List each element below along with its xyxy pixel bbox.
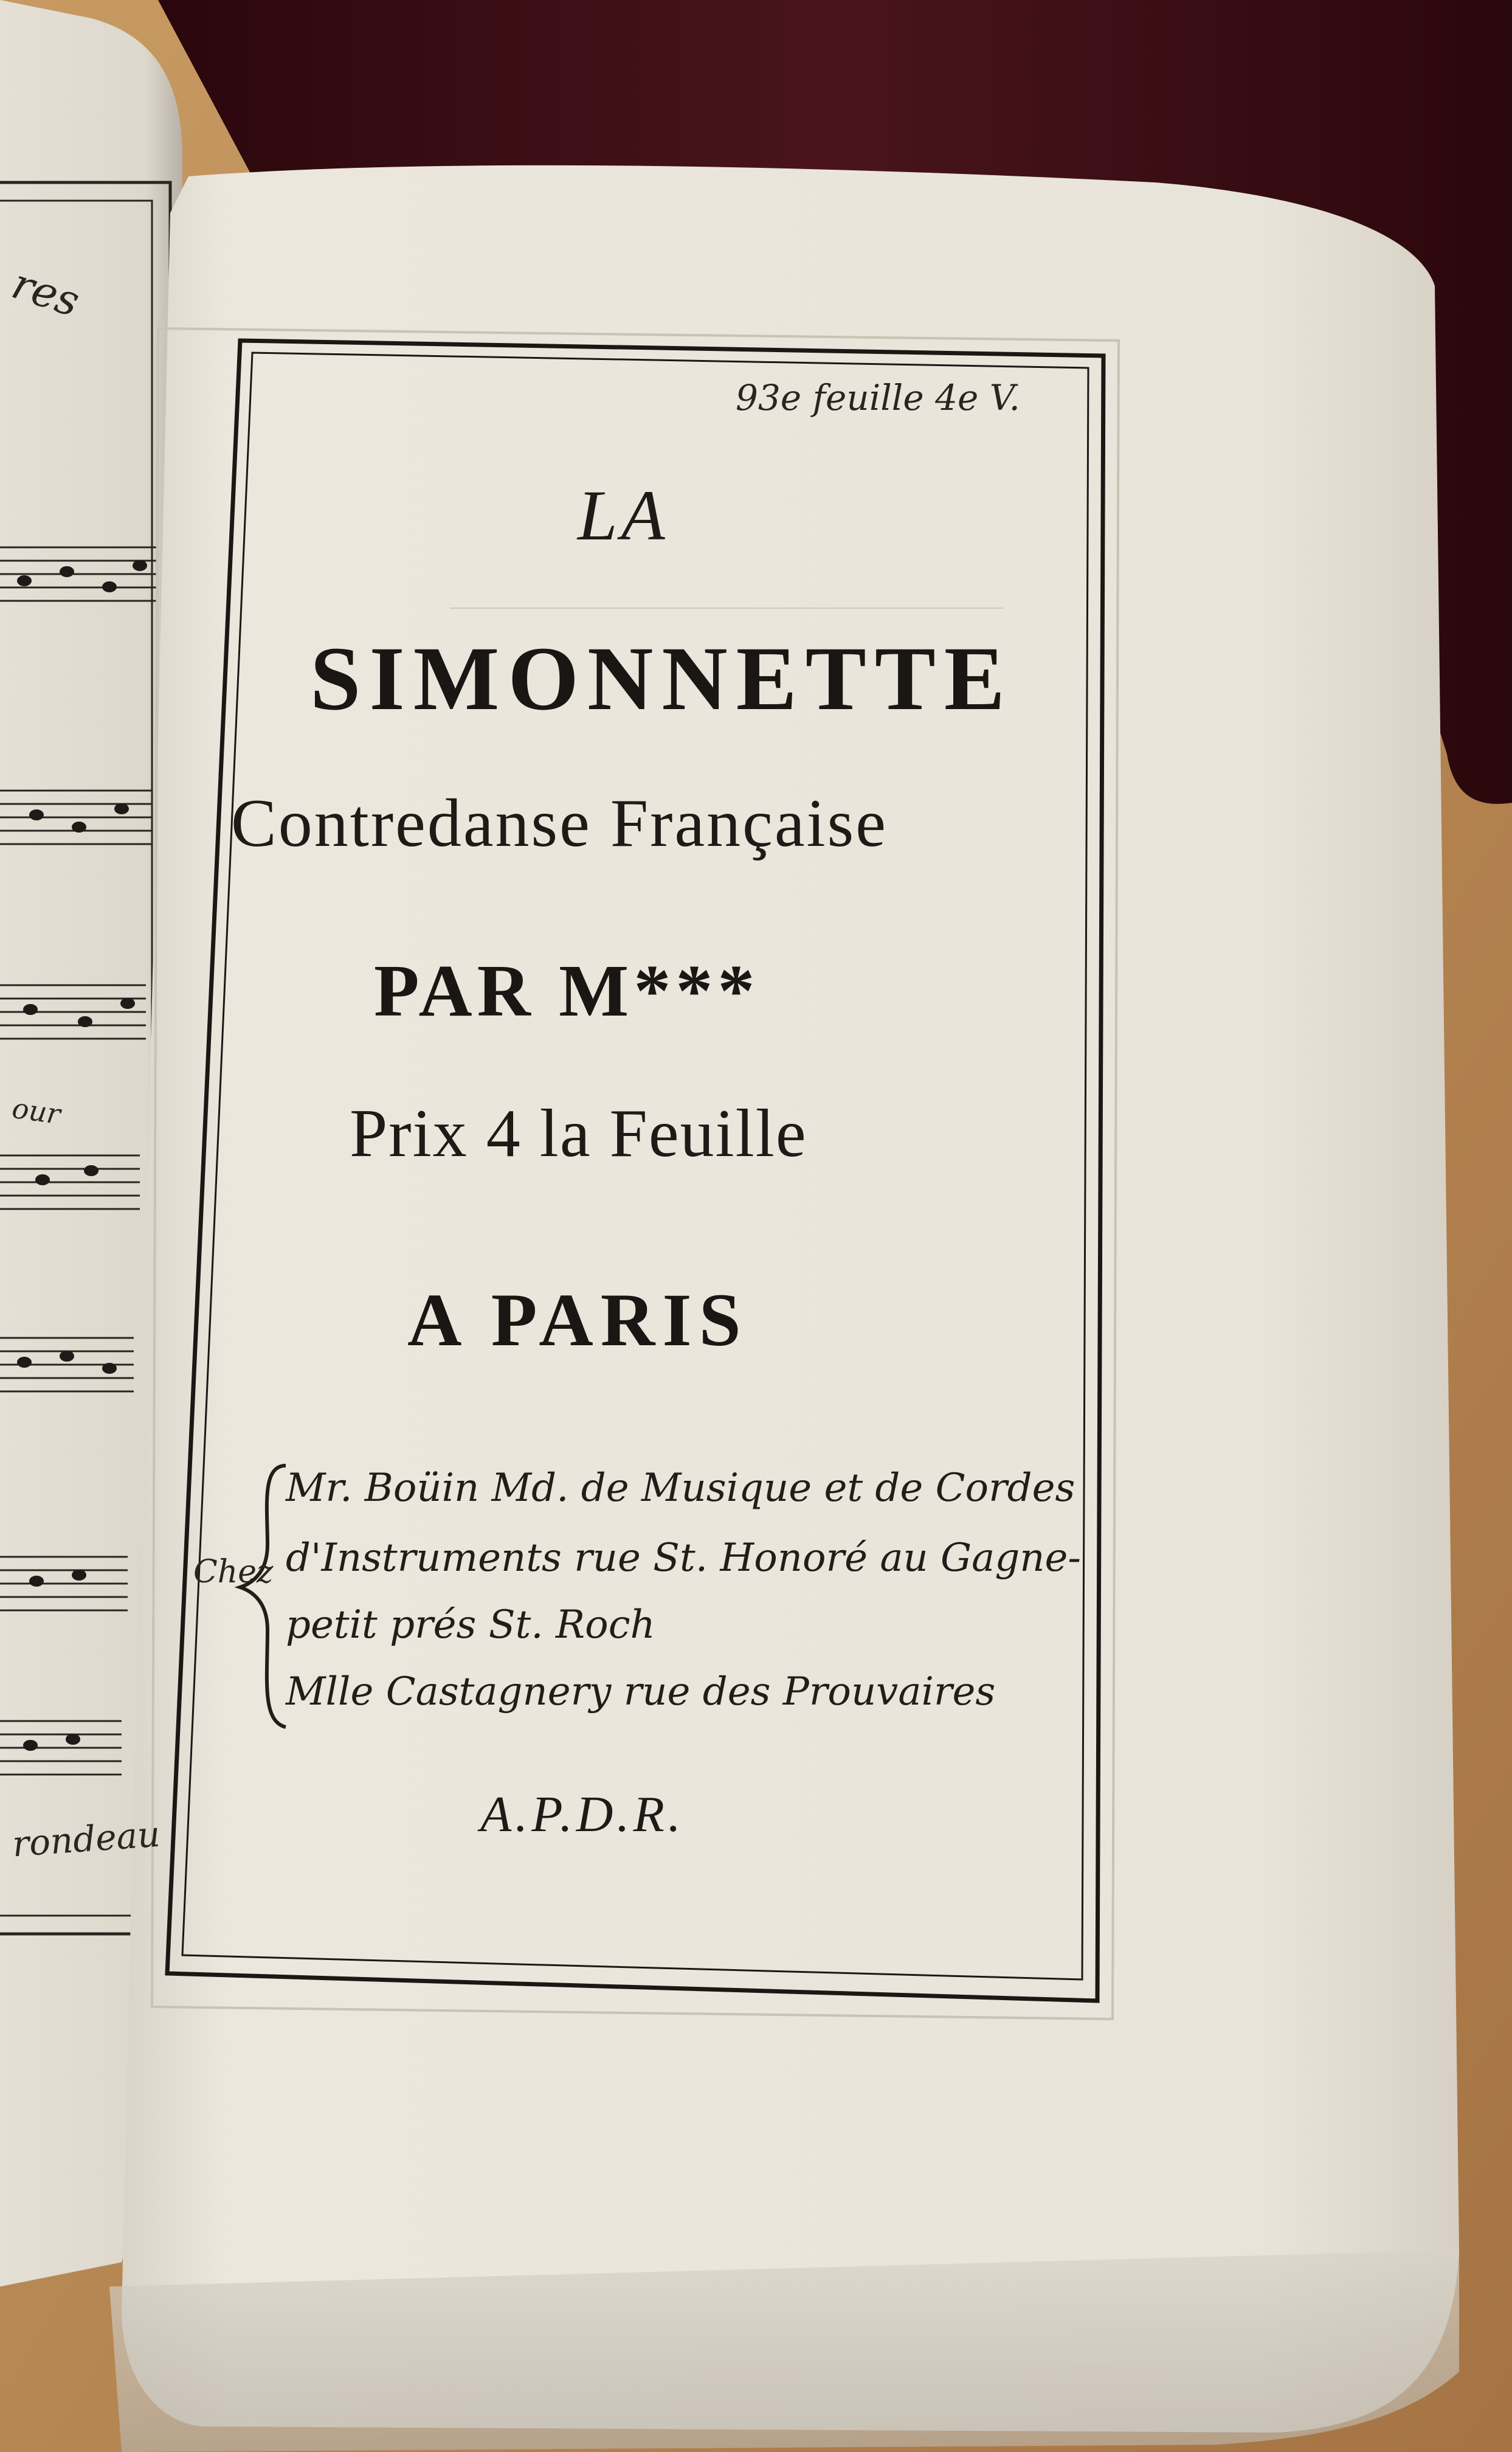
page-title: SIMONNETTE <box>310 628 1013 729</box>
author-line: PAR M*** <box>374 950 760 1032</box>
sheet-number-note: 93e feuille 4e V. <box>736 377 1020 418</box>
address-line: petit prés St. Roch <box>286 1602 655 1647</box>
price-line: Prix 4 la Feuille <box>350 1096 807 1171</box>
city-line: A PARIS <box>407 1278 748 1362</box>
page-subtitle: Contredanse Française <box>231 786 888 861</box>
heading-article: LA <box>578 476 669 555</box>
chez-label: Chez <box>193 1554 274 1590</box>
facing-page-text-top: res <box>6 258 86 327</box>
facing-page-text-mid: our <box>10 1091 63 1131</box>
address-line: Mr. Boüin Md. de Musique et de Cordes <box>286 1466 1075 1511</box>
title-page <box>122 165 1459 2433</box>
address-line: d'Instruments rue St. Honoré au Gagne- <box>286 1536 1081 1581</box>
address-line: Mlle Castagnery rue des Prouvaires <box>286 1669 996 1714</box>
facing-page-text-bottom: rondeau <box>10 1813 162 1865</box>
privilege-mark: A.P.D.R. <box>480 1786 685 1843</box>
